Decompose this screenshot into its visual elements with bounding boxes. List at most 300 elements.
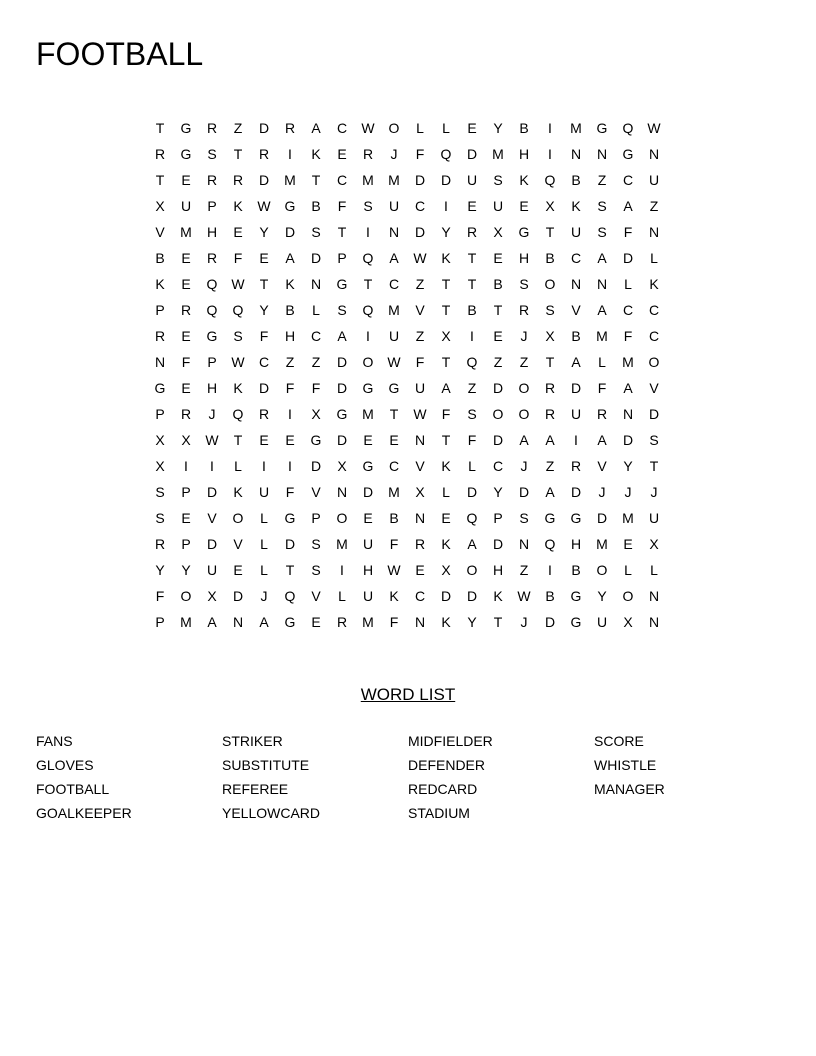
grid-letter: E <box>181 172 191 188</box>
grid-letter: C <box>648 328 660 344</box>
grid-letter: W <box>205 432 219 448</box>
grid-row <box>147 349 673 375</box>
word-list-item: FANS <box>36 733 73 749</box>
grid-letter: D <box>492 536 504 552</box>
grid-letter: D <box>206 484 218 500</box>
grid-letter: K <box>441 458 451 474</box>
grid-row <box>147 323 673 349</box>
grid-letter: Q <box>284 588 296 604</box>
grid-letter: F <box>415 146 425 162</box>
grid-letter: T <box>545 224 555 240</box>
grid-letter: B <box>467 302 477 318</box>
grid-letter: N <box>388 224 400 240</box>
grid-letter: G <box>180 146 192 162</box>
word-list-item: SCORE <box>594 733 644 749</box>
word-list-item: GOALKEEPER <box>36 805 132 821</box>
grid-letter: M <box>388 484 400 500</box>
grid-letter: N <box>648 146 660 162</box>
grid-letter: D <box>570 380 582 396</box>
grid-letter: S <box>311 536 321 552</box>
grid-letter: A <box>285 250 295 266</box>
grid-letter: Z <box>519 562 529 578</box>
grid-letter: E <box>493 250 503 266</box>
grid-letter: D <box>336 432 348 448</box>
grid-letter: A <box>597 432 607 448</box>
grid-letter: G <box>284 614 296 630</box>
grid-letter: Z <box>493 354 503 370</box>
grid-letter: N <box>414 614 426 630</box>
grid-letter: H <box>492 562 504 578</box>
grid-letter: T <box>493 614 503 630</box>
grid-letter: U <box>258 484 270 500</box>
grid-letter: L <box>598 354 606 370</box>
grid-row <box>147 115 673 141</box>
grid-letter: U <box>388 328 400 344</box>
grid-letter: U <box>362 588 374 604</box>
grid-letter: L <box>650 562 658 578</box>
grid-letter: S <box>597 198 607 214</box>
grid-letter: D <box>570 484 582 500</box>
grid-letter: J <box>390 146 398 162</box>
grid-letter: D <box>206 536 218 552</box>
grid-letter: K <box>233 380 243 396</box>
grid-letter: G <box>284 510 296 526</box>
grid-letter: D <box>466 588 478 604</box>
grid-row <box>147 271 673 297</box>
grid-letter: A <box>623 380 633 396</box>
grid-letter: W <box>387 562 401 578</box>
grid-letter: D <box>492 432 504 448</box>
grid-letter: E <box>259 432 269 448</box>
grid-letter: O <box>388 120 400 136</box>
grid-letter: A <box>545 432 555 448</box>
grid-letter: F <box>467 432 477 448</box>
grid-letter: E <box>181 250 191 266</box>
grid-letter: T <box>233 432 243 448</box>
grid-letter: Z <box>233 120 243 136</box>
grid-letter: L <box>260 536 268 552</box>
grid-letter: V <box>155 224 165 240</box>
grid-letter: O <box>622 588 634 604</box>
grid-letter: Y <box>493 120 503 136</box>
grid-letter: I <box>444 198 448 214</box>
grid-letter: P <box>181 536 191 552</box>
grid-letter: L <box>260 510 268 526</box>
grid-letter: N <box>570 146 582 162</box>
grid-letter: T <box>259 276 269 292</box>
grid-letter: C <box>622 172 634 188</box>
grid-letter: Q <box>622 120 634 136</box>
grid-letter: E <box>441 510 451 526</box>
grid-letter: R <box>232 172 244 188</box>
grid-letter: V <box>311 484 321 500</box>
grid-letter: Q <box>232 302 244 318</box>
grid-letter: Y <box>259 302 269 318</box>
grid-letter: L <box>260 562 268 578</box>
grid-letter: A <box>545 484 555 500</box>
grid-letter: T <box>467 250 477 266</box>
grid-letter: T <box>545 354 555 370</box>
grid-row <box>147 583 673 609</box>
grid-letter: J <box>208 406 216 422</box>
grid-letter: G <box>544 510 556 526</box>
grid-letter: Q <box>206 302 218 318</box>
grid-row <box>147 167 673 193</box>
grid-letter: S <box>311 562 321 578</box>
grid-letter: T <box>441 354 451 370</box>
grid-letter: R <box>154 328 166 344</box>
grid-letter: H <box>518 250 530 266</box>
grid-letter: R <box>180 302 192 318</box>
grid-row <box>147 219 673 245</box>
grid-letter: M <box>492 146 504 162</box>
grid-letter: C <box>622 302 634 318</box>
grid-letter: Q <box>206 276 218 292</box>
grid-letter: G <box>570 510 582 526</box>
grid-letter: G <box>336 276 348 292</box>
grid-letter: C <box>648 302 660 318</box>
grid-letter: G <box>336 406 348 422</box>
grid-letter: T <box>441 276 451 292</box>
grid-letter: X <box>649 536 659 552</box>
grid-letter: X <box>623 614 633 630</box>
grid-letter: B <box>571 328 581 344</box>
grid-letter: S <box>519 276 529 292</box>
grid-letter: N <box>622 406 634 422</box>
grid-letter: X <box>155 458 165 474</box>
grid-letter: A <box>441 380 451 396</box>
grid-letter: D <box>518 484 530 500</box>
grid-letter: D <box>362 484 374 500</box>
grid-letter: X <box>155 432 165 448</box>
grid-letter: D <box>336 380 348 396</box>
grid-letter: H <box>284 328 296 344</box>
grid-letter: D <box>232 588 244 604</box>
grid-letter: I <box>574 432 578 448</box>
grid-letter: Y <box>181 562 191 578</box>
grid-letter: P <box>207 198 217 214</box>
grid-letter: A <box>207 614 217 630</box>
grid-letter: W <box>257 198 271 214</box>
grid-letter: D <box>596 510 608 526</box>
grid-row <box>147 141 673 167</box>
grid-letter: Z <box>467 380 477 396</box>
grid-letter: V <box>415 302 425 318</box>
grid-letter: Z <box>519 354 529 370</box>
grid-letter: Z <box>285 354 295 370</box>
grid-letter: N <box>414 432 426 448</box>
grid-letter: T <box>155 172 165 188</box>
grid-letter: W <box>231 276 245 292</box>
grid-letter: G <box>518 224 530 240</box>
grid-row <box>147 479 673 505</box>
grid-letter: T <box>337 224 347 240</box>
grid-letter: D <box>414 172 426 188</box>
grid-letter: W <box>413 406 427 422</box>
page-title: FOOTBALL <box>36 36 204 72</box>
grid-letter: G <box>310 432 322 448</box>
grid-letter: Z <box>545 458 555 474</box>
word-list-item: STADIUM <box>408 805 470 821</box>
grid-letter: M <box>388 172 400 188</box>
grid-row <box>147 609 673 635</box>
grid-letter: R <box>284 120 296 136</box>
grid-letter: E <box>415 562 425 578</box>
grid-letter: E <box>363 432 373 448</box>
word-list-item: WHISTLE <box>594 757 657 773</box>
word-list-item: DEFENDER <box>408 757 486 773</box>
grid-letter: M <box>596 536 608 552</box>
grid-letter: R <box>206 172 218 188</box>
grid-letter: U <box>466 172 478 188</box>
grid-letter: P <box>207 354 217 370</box>
grid-letter: C <box>388 458 400 474</box>
grid-letter: A <box>259 614 269 630</box>
grid-letter: W <box>231 354 245 370</box>
grid-row <box>147 401 673 427</box>
grid-letter: A <box>311 120 321 136</box>
grid-letter: T <box>311 172 321 188</box>
grid-letter: T <box>233 146 243 162</box>
grid-letter: O <box>544 276 556 292</box>
grid-letter: F <box>389 614 399 630</box>
grid-letter: T <box>363 276 373 292</box>
grid-letter: G <box>180 120 192 136</box>
grid-letter: X <box>441 328 451 344</box>
grid-letter: M <box>362 614 374 630</box>
grid-letter: P <box>155 406 165 422</box>
grid-letter: D <box>544 614 556 630</box>
grid-letter: D <box>414 224 426 240</box>
grid-letter: K <box>441 536 451 552</box>
grid-letter: E <box>467 120 477 136</box>
grid-row <box>147 557 673 583</box>
grid-letter: H <box>362 562 374 578</box>
grid-letter: C <box>570 250 582 266</box>
grid-letter: X <box>441 562 451 578</box>
grid-letter: J <box>260 588 268 604</box>
grid-letter: E <box>181 328 191 344</box>
grid-letter: I <box>366 224 370 240</box>
word-list <box>36 729 780 825</box>
grid-letter: G <box>570 614 582 630</box>
grid-letter: T <box>441 302 451 318</box>
grid-letter: K <box>285 276 295 292</box>
grid-letter: R <box>414 536 426 552</box>
word-list-item: SUBSTITUTE <box>222 757 310 773</box>
grid-letter: J <box>520 614 528 630</box>
grid-letter: R <box>570 458 582 474</box>
grid-letter: L <box>416 120 424 136</box>
grid-letter: A <box>467 536 477 552</box>
grid-letter: R <box>258 146 270 162</box>
grid-letter: Q <box>544 536 556 552</box>
grid-letter: M <box>622 354 634 370</box>
grid-letter: C <box>388 276 400 292</box>
grid-letter: R <box>206 250 218 266</box>
grid-letter: M <box>284 172 296 188</box>
grid-letter: W <box>413 250 427 266</box>
grid-letter: G <box>388 380 400 396</box>
grid-letter: T <box>493 302 503 318</box>
grid-letter: Z <box>415 328 425 344</box>
grid-letter: G <box>596 120 608 136</box>
grid-letter: M <box>596 328 608 344</box>
grid-letter: B <box>155 250 165 266</box>
grid-letter: P <box>181 484 191 500</box>
grid-letter: O <box>466 562 478 578</box>
grid-letter: J <box>520 328 528 344</box>
grid-letter: X <box>337 458 347 474</box>
grid-letter: J <box>624 484 632 500</box>
grid-letter: G <box>362 458 374 474</box>
grid-letter: F <box>181 354 191 370</box>
grid-letter: T <box>441 432 451 448</box>
grid-letter: E <box>285 432 295 448</box>
grid-letter: K <box>233 484 243 500</box>
grid-letter: W <box>361 120 375 136</box>
grid-letter: R <box>466 224 478 240</box>
grid-letter: F <box>259 328 269 344</box>
grid-letter: O <box>336 510 348 526</box>
grid-letter: K <box>311 146 321 162</box>
grid-letter: I <box>470 328 474 344</box>
grid-letter: E <box>181 276 191 292</box>
grid-letter: D <box>284 224 296 240</box>
grid-letter: T <box>389 406 399 422</box>
grid-letter: B <box>545 250 555 266</box>
grid-letter: B <box>285 302 295 318</box>
grid-letter: V <box>649 380 659 396</box>
grid-letter: F <box>623 328 633 344</box>
grid-letter: F <box>389 536 399 552</box>
grid-letter: X <box>493 224 503 240</box>
grid-letter: A <box>389 250 399 266</box>
grid-letter: X <box>311 406 321 422</box>
grid-letter: E <box>363 510 373 526</box>
grid-letter: E <box>259 250 269 266</box>
grid-letter: X <box>415 484 425 500</box>
grid-letter: K <box>441 250 451 266</box>
word-list-heading <box>0 683 816 707</box>
grid-letter: X <box>155 198 165 214</box>
grid-letter: Z <box>415 276 425 292</box>
grid-row <box>147 297 673 323</box>
grid-letter: U <box>362 536 374 552</box>
grid-letter: D <box>310 458 322 474</box>
grid-letter: G <box>284 198 296 214</box>
grid-letter: C <box>414 588 426 604</box>
grid-letter: F <box>623 224 633 240</box>
grid-letter: U <box>180 198 192 214</box>
grid-letter: K <box>233 198 243 214</box>
grid-letter: C <box>336 172 348 188</box>
grid-letter: Y <box>493 484 503 500</box>
grid-letter: E <box>181 510 191 526</box>
grid-letter: H <box>206 380 218 396</box>
grid-letter: V <box>415 458 425 474</box>
grid-letter: D <box>466 146 478 162</box>
grid-letter: J <box>650 484 658 500</box>
grid-letter: Z <box>597 172 607 188</box>
grid-letter: Q <box>466 510 478 526</box>
grid-letter: L <box>442 484 450 500</box>
grid-letter: S <box>233 328 243 344</box>
grid-letter: V <box>311 588 321 604</box>
grid-letter: F <box>337 198 347 214</box>
grid-row <box>147 505 673 531</box>
grid-letter: K <box>519 172 529 188</box>
grid-letter: M <box>570 120 582 136</box>
grid-letter: E <box>493 328 503 344</box>
grid-letter: K <box>649 276 659 292</box>
grid-letter: I <box>288 406 292 422</box>
grid-letter: D <box>284 536 296 552</box>
grid-letter: U <box>388 198 400 214</box>
grid-letter: N <box>596 146 608 162</box>
grid-letter: N <box>648 588 660 604</box>
grid-letter: Q <box>440 146 452 162</box>
grid-letter: P <box>155 302 165 318</box>
grid-letter: A <box>519 432 529 448</box>
grid-letter: G <box>570 588 582 604</box>
grid-letter: S <box>597 224 607 240</box>
grid-row <box>147 427 673 453</box>
grid-letter: W <box>387 354 401 370</box>
grid-letter: Y <box>467 614 477 630</box>
grid-letter: D <box>466 484 478 500</box>
grid-letter: W <box>517 588 531 604</box>
word-search-grid <box>147 115 673 635</box>
grid-letter: D <box>440 172 452 188</box>
word-list-item: MANAGER <box>594 781 665 797</box>
grid-letter: D <box>440 588 452 604</box>
grid-letter: X <box>207 588 217 604</box>
grid-letter: S <box>337 302 347 318</box>
grid-letter: D <box>622 432 634 448</box>
grid-letter: E <box>519 198 529 214</box>
grid-letter: Q <box>362 250 374 266</box>
grid-letter: T <box>649 458 659 474</box>
word-list-item: MIDFIELDER <box>408 733 493 749</box>
grid-letter: D <box>648 406 660 422</box>
grid-letter: S <box>649 432 659 448</box>
grid-letter: C <box>414 198 426 214</box>
grid-letter: S <box>493 172 503 188</box>
grid-letter: V <box>207 510 217 526</box>
grid-letter: R <box>596 406 608 422</box>
grid-letter: S <box>311 224 321 240</box>
grid-letter: M <box>622 510 634 526</box>
grid-letter: M <box>362 172 374 188</box>
grid-letter: F <box>155 588 165 604</box>
grid-row <box>147 375 673 401</box>
grid-letter: N <box>648 224 660 240</box>
grid-letter: I <box>262 458 266 474</box>
grid-letter: Y <box>155 562 165 578</box>
grid-letter: N <box>154 354 166 370</box>
grid-letter: I <box>548 562 552 578</box>
grid-letter: O <box>518 380 530 396</box>
grid-letter: U <box>570 406 582 422</box>
grid-letter: A <box>623 198 633 214</box>
grid-letter: U <box>648 510 660 526</box>
grid-letter: O <box>232 510 244 526</box>
grid-letter: F <box>441 406 451 422</box>
grid-letter: E <box>623 536 633 552</box>
grid-letter: C <box>492 458 504 474</box>
grid-letter: A <box>337 328 347 344</box>
